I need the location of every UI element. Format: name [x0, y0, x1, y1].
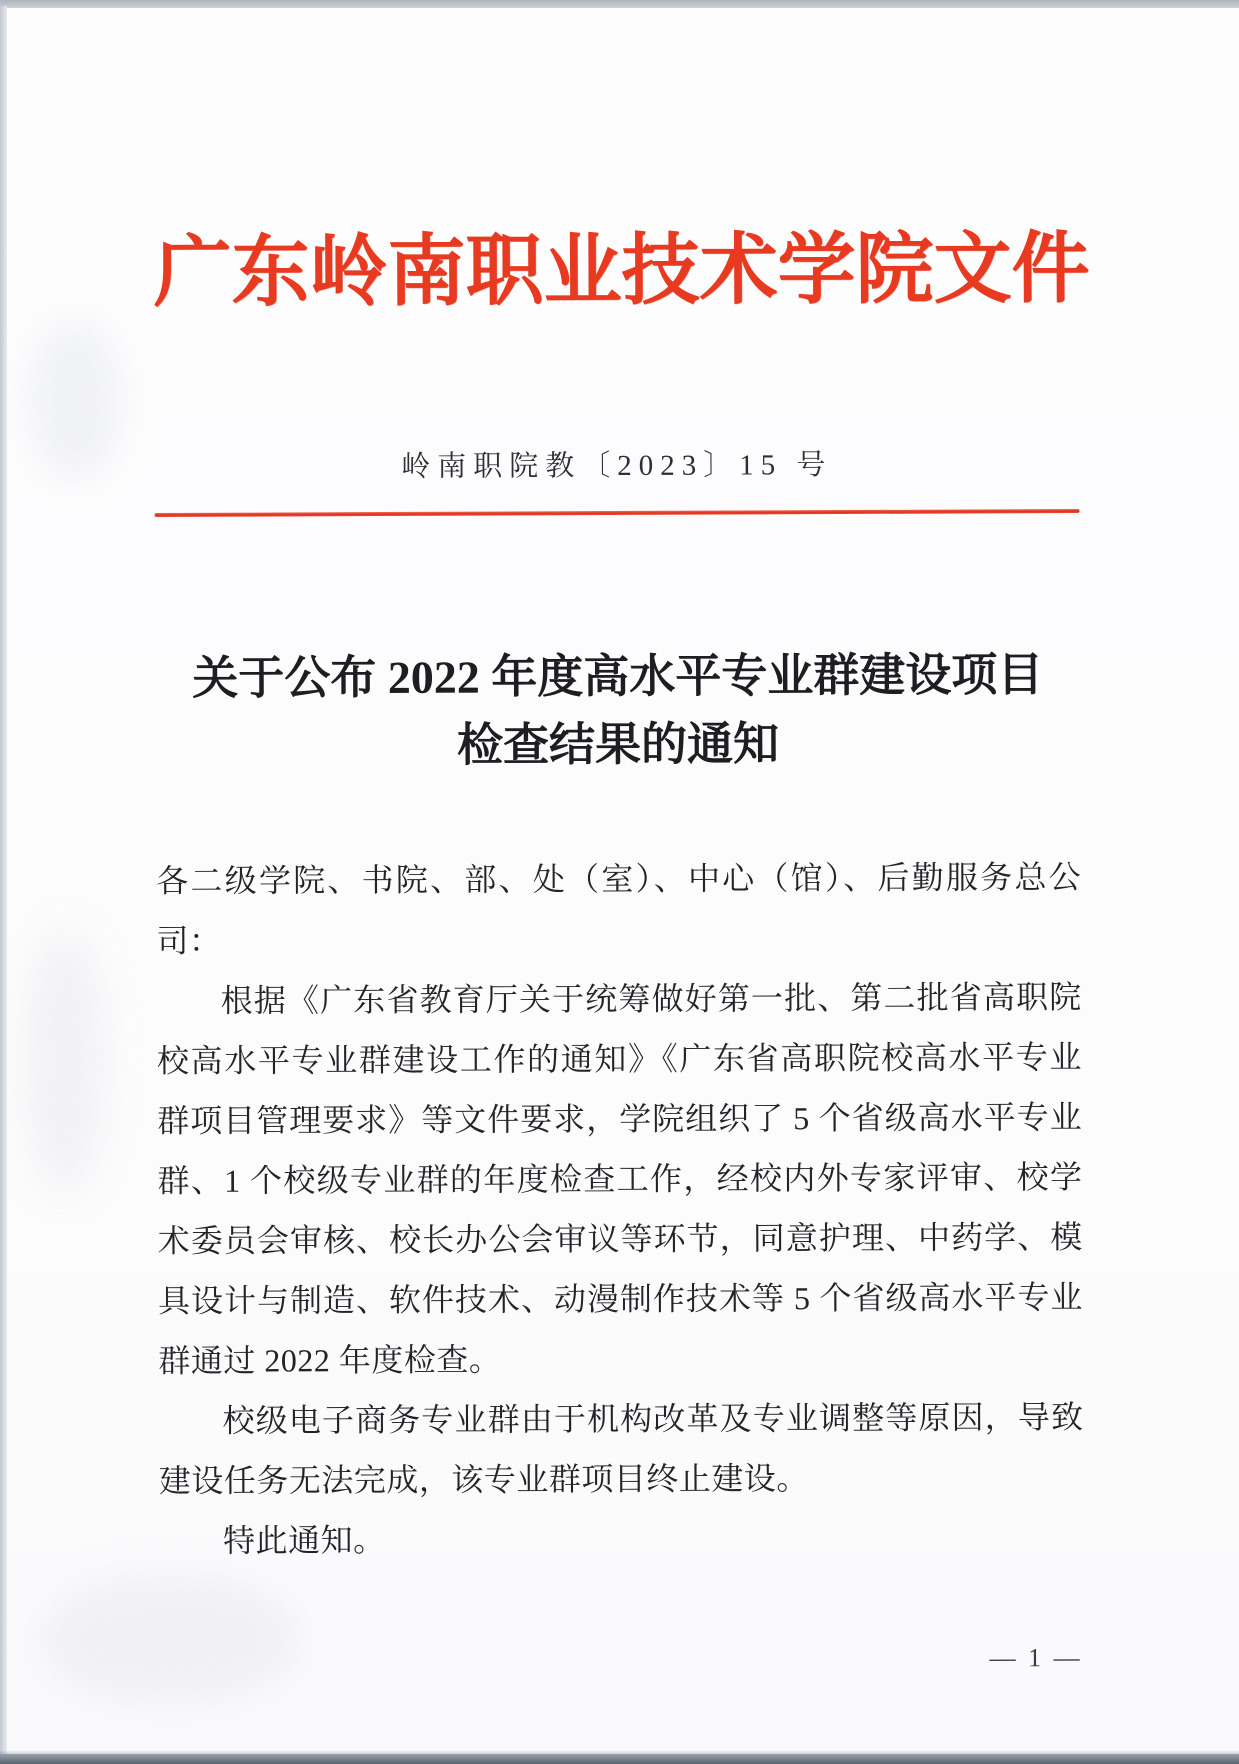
notice-title-line2: 检查结果的通知: [456, 718, 780, 771]
agency-header-title: 广东岭南职业技术学院文件: [153, 224, 1090, 317]
notice-title: [155, 641, 1081, 781]
notice-body: [156, 847, 1084, 1571]
notice-title-line1: 关于公布 2022 年度高水平专业群建设项目: [192, 649, 1044, 704]
red-separator-line: [155, 509, 1080, 517]
body-line: 根据《广东省教育厅关于统筹做好第一批、第二批省高职院: [220, 978, 1082, 1019]
scan-edge-top: [0, 0, 1239, 8]
body-line: 特此通知。: [222, 1522, 386, 1559]
body-line: 司：: [156, 922, 222, 960]
scan-smudge: [25, 930, 105, 1190]
body-line: 术委员会审核、校长办公会审议等环节，同意护理、中药学、模: [157, 1218, 1083, 1260]
scan-edge-left: [0, 6, 7, 1754]
document-reference-number: 岭南职院教〔2023〕15 号: [401, 449, 833, 483]
body-line: 群通过 2022 年度检查。: [158, 1341, 502, 1380]
body-line: 各二级学院、书院、部、处（室）、中心（馆）、后勤服务总公: [156, 858, 1082, 900]
body-line: 群、1 个校级专业群的年度检查工作，经校内外专家评审、校学: [157, 1158, 1083, 1200]
scan-edge-bottom: [0, 1754, 1239, 1764]
document-content: [152, 0, 1090, 1677]
page-number: — 1 —: [989, 1642, 1083, 1673]
body-line: 校级电子商务专业群由于机构改革及专业调整等原因，导致: [222, 1398, 1084, 1439]
body-line: 校高水平专业群建设工作的通知》《广东省高职院校高水平专业: [156, 1038, 1083, 1080]
body-line: 群项目管理要求》等文件要求，学院组织了 5 个省级高水平专业: [157, 1098, 1083, 1140]
body-line: 建设任务无法完成，该专业群项目终止建设。: [158, 1460, 809, 1500]
scan-smudge: [30, 320, 120, 480]
body-line: 具设计与制造、软件技术、动漫制作技术等 5 个省级高水平专业: [157, 1278, 1084, 1320]
